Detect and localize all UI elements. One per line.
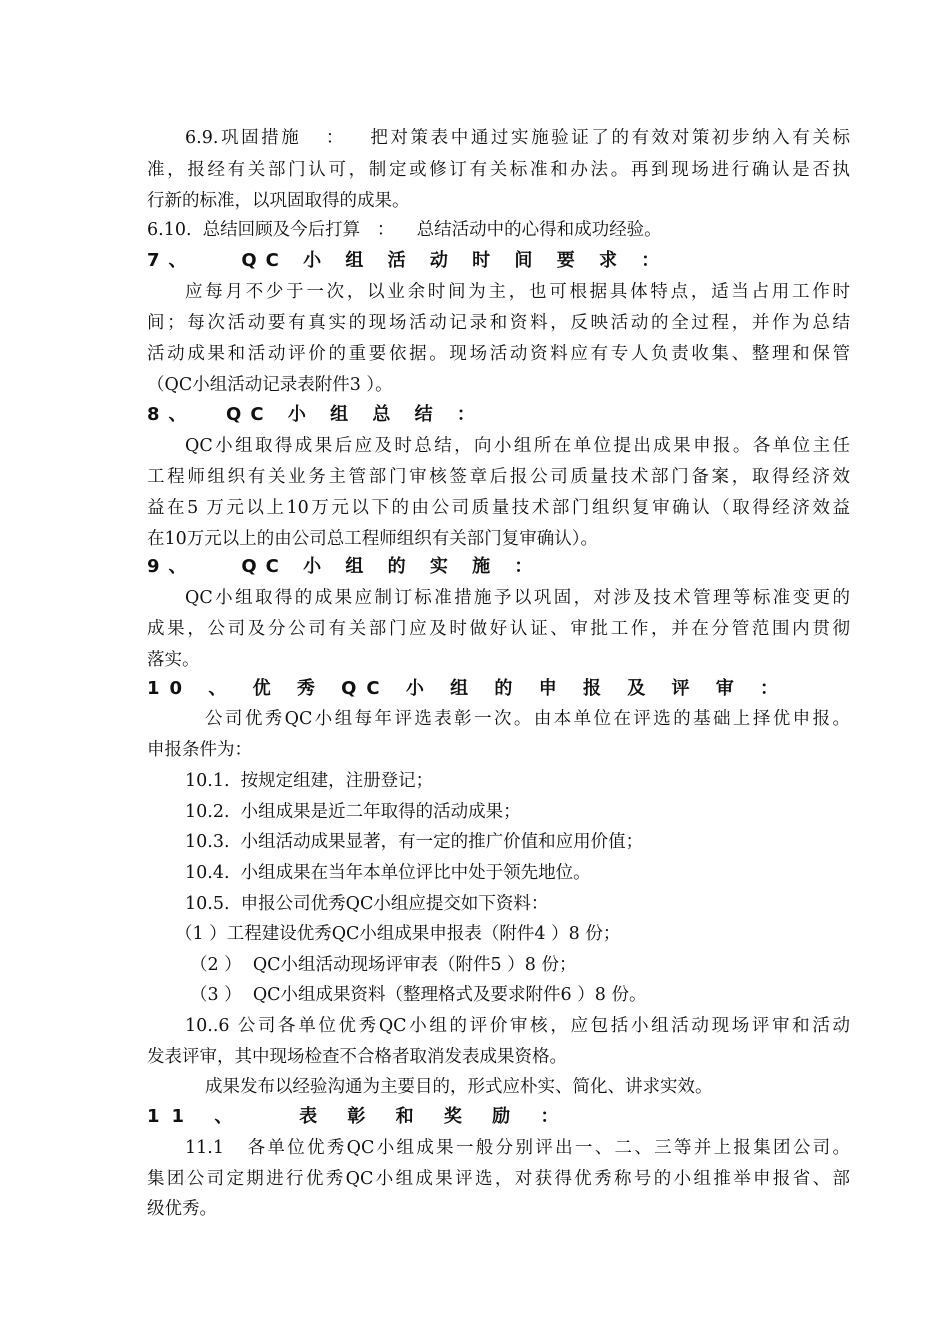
attachment-item-1: （1 ）工程建设优秀QC小组成果申报表（附件4 ）8 份；	[175, 924, 621, 944]
item-10-1: 10.1. 按规定组建，注册登记；	[185, 771, 434, 791]
para-6-9-line-3: 行新的标准，以巩固取得的成果。	[147, 191, 410, 211]
para-7-line-2: 间；每次活动要有真实的现场活动记录和资料，反映活动的全过程，并作为总结	[147, 313, 850, 333]
para-8-line-1: QC小组取得成果后应及时总结，向小组所在单位提出成果申报。各单位主任	[185, 436, 850, 456]
item-10-3: 10.3. 小组活动成果显著，有一定的推广价值和应用价值；	[185, 832, 644, 852]
section-9-heading: 9、 QC 小 组 的 实 施 ：	[147, 556, 542, 577]
attachment-item-2: （2 ） QC小组活动现场评审表（附件5 ）8 份；	[190, 955, 577, 975]
section-7-heading: 7、 QC 小 组 活 动 时 间 要 求 ：	[147, 250, 669, 271]
item-10-6-line-2: 发表评审，其中现场检查不合格者取消发表成果资格。	[147, 1047, 567, 1067]
item-11-1-line-2: 集团公司定期进行优秀QC小组成果评选，对获得优秀称号的小组推举申报省、部	[147, 1169, 850, 1189]
section-8-heading: 8、 QC 小 组 总 结 ：	[147, 404, 484, 425]
para-10-line-1: 公司优秀QC小组每年评选表彰一次。由本单位在评选的基础上择优申报。	[205, 709, 850, 729]
para-9-line-2: 成果，公司及分公司有关部门应及时做好认证、审批工作，并在分管范围内贯彻	[147, 619, 850, 639]
para-6-10: 6.10. 总结回顾及今后打算 ： 总结活动中的心得和成功经验。	[147, 220, 662, 240]
item-11-1-line-3: 级优秀。	[147, 1199, 217, 1219]
section-11-heading: 11 、 表 彰 和 奖 励 ：	[147, 1106, 571, 1127]
section-10-heading: 10 、 优 秀 QC 小 组 的 申 报 及 评 审 ：	[147, 678, 789, 699]
item-11-1-line-1: 11.1 各单位优秀QC小组成果一般分别评出一、二、三等并上报集团公司。	[185, 1138, 850, 1158]
para-10-line-2: 申报条件为：	[147, 740, 252, 760]
para-6-9-line-2: 准，报经有关部门认可，制定或修订有关标准和办法。再到现场进行确认是否执	[147, 160, 850, 180]
para-6-9-line-1: 6.9.巩固措施 ： 把对策表中通过实施验证了的有效对策初步纳入有关标	[185, 128, 850, 148]
para-8-line-2: 工程师组织有关业务主管部门审核签章后报公司质量技术部门备案，取得经济效	[147, 467, 850, 487]
item-10-2: 10.2. 小组成果是近二年取得的活动成果；	[185, 802, 521, 822]
para-8-line-4: 在10万元以上的由公司总工程师组织有关部门复审确认）。	[147, 529, 599, 549]
para-9-line-3: 落实。	[147, 650, 200, 670]
para-7-line-3: 活动成果和活动评价的重要依据。现场活动资料应有专人负责收集、整理和保管	[147, 344, 850, 364]
para-9-line-1: QC小组取得的成果应制订标准措施予以巩固，对涉及技术管理等标准变更的	[185, 588, 850, 608]
para-7-line-1: 应每月不少于一次，以业余时间为主，也可根据具体特点，适当占用工作时	[185, 282, 850, 302]
attachment-item-3: （3 ） QC小组成果资料（整理格式及要求附件6 ）8 份。	[190, 985, 647, 1005]
para-7-line-4: （QC小组活动记录表附件3 ）。	[147, 375, 393, 395]
item-10-4: 10.4. 小组成果在当年本单位评比中处于领先地位。	[185, 863, 591, 883]
para-10-closing: 成果发布以经验沟通为主要目的，形式应朴实、简化、讲求实效。	[205, 1077, 713, 1097]
item-10-6-line-1: 10..6 公司各单位优秀QC小组的评价审核，应包括小组活动现场评审和活动	[185, 1016, 850, 1036]
item-10-5: 10.5. 申报公司优秀QC小组应提交如下资料：	[185, 894, 549, 914]
para-8-line-3: 益在5 万元以上10万元以下的由公司质量技术部门组织复审确认（取得经济效益	[147, 498, 850, 518]
